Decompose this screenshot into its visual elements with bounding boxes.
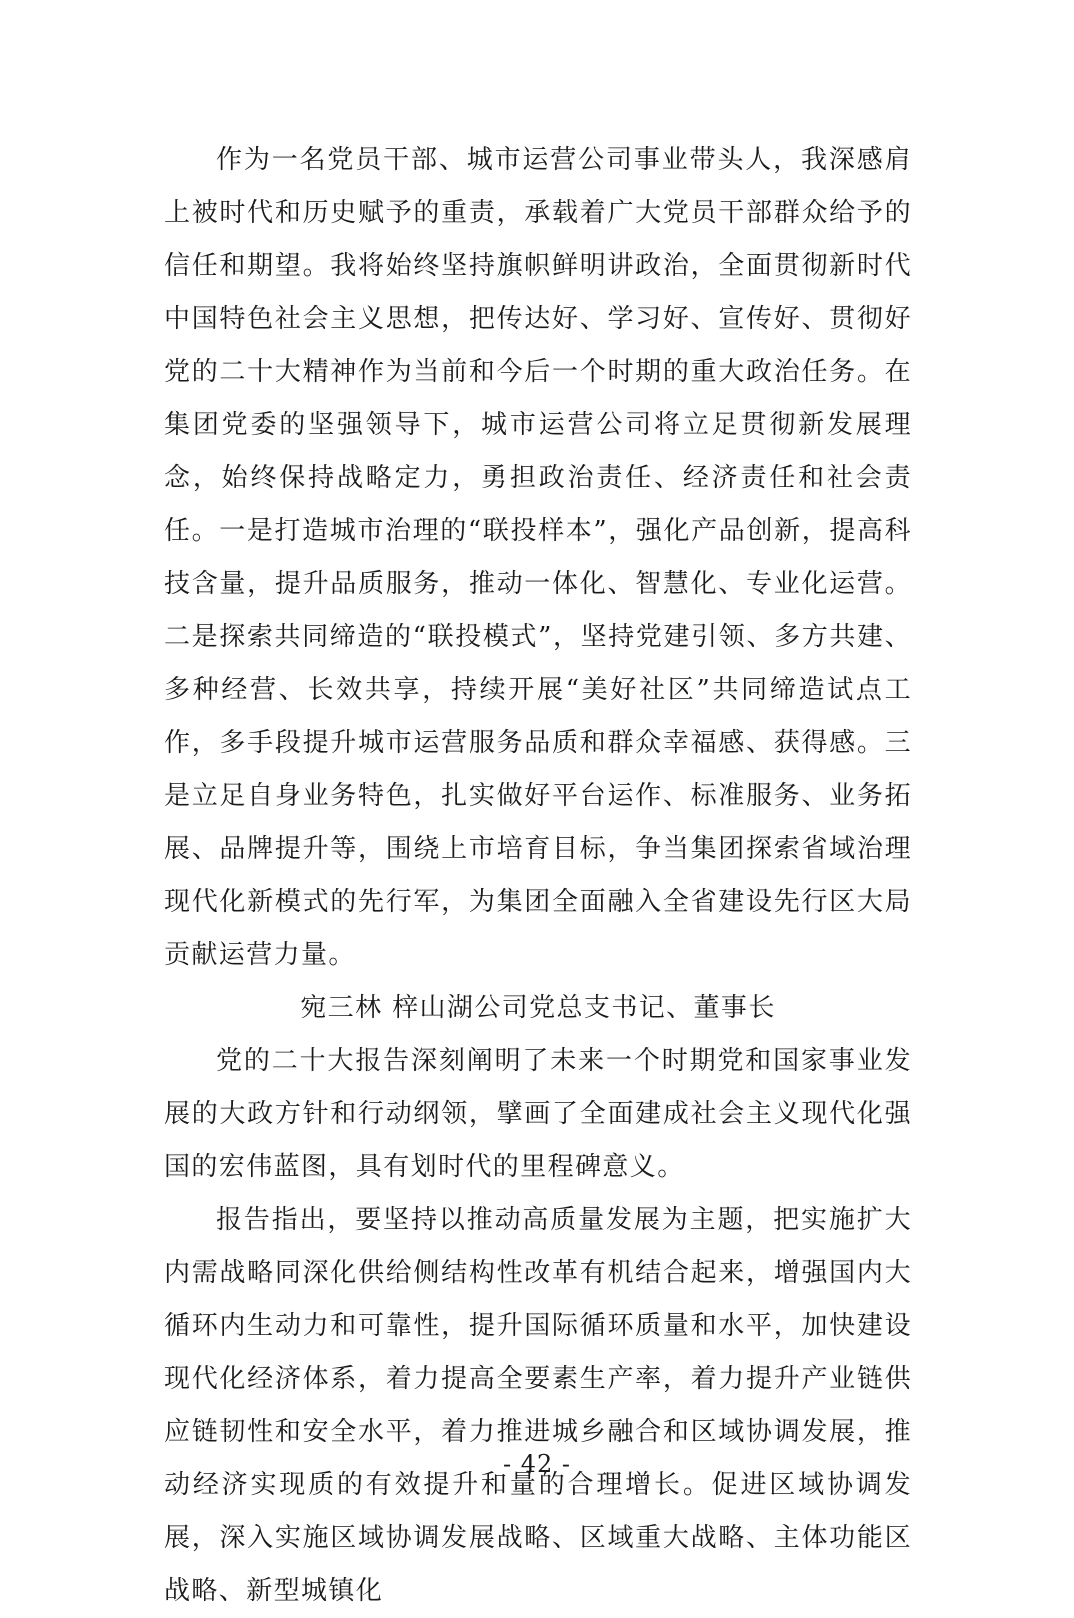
body-paragraph: 报告指出，要坚持以推动高质量发展为主题，把实施扩大内需战略同深化供给侧结构性改革有机结合起来，增强国内大循环内生动力和可靠性，提升国际循环质量和水平，加快建设现代化经济体系，着力提高全要素生产率，着力提升产业链供应链韧性和安全水平，着力推进城乡融合和区域协调发展，推动经济实现质的有效提升和量的合理增长。促进区域协调发展，深入实施区域协调发展战略、区域重大战略、主体功能区战略、新型城镇化 (164, 1205, 912, 1606)
page-number: - 42 - (502, 1450, 571, 1478)
page-body (164, 134, 912, 1618)
body-paragraph: 党的二十大报告深刻阐明了未来一个时期党和国家事业发展的大政方针和行动纲领，擘画了全面建成社会主义现代化强国的宏伟蓝图，具有划时代的里程碑意义。 (164, 1046, 912, 1182)
author-byline: 宛三林 梓山湖公司党总支书记、董事长 (300, 993, 776, 1023)
body-paragraph: 作为一名党员干部、城市运营公司事业带头人，我深感肩上被时代和历史赋予的重责，承载着广大党员干部群众给予的信任和期望。我将始终坚持旗帜鲜明讲政治，全面贯彻新时代中国特色社会主义思想，把传达好、学习好、宣传好、贯彻好党的二十大精神作为当前和今后一个时期的重大政治任务。在集团党委的坚强领导下，城市运营公司将立足贯彻新发展理念，始终保持战略定力，勇担政治责任、经济责任和社会责任。一是打造城市治理的“联投样本”，强化产品创新，提高科技含量，提升品质服务，推动一体化、智慧化、专业化运营。二是探索共同缔造的“联投模式”，坚持党建引领、多方共建、多种经营、长效共享，持续开展“美好社区”共同缔造试点工作，多手段提升城市运营服务品质和群众幸福感、获得感。三是立足自身业务特色，扎实做好平台运作、标准服务、业务拓展、品牌提升等，围绕上市培育目标，争当集团探索省域治理现代化新模式的先行军，为集团全面融入全省建设先行区大局贡献运营力量。 (164, 145, 912, 970)
